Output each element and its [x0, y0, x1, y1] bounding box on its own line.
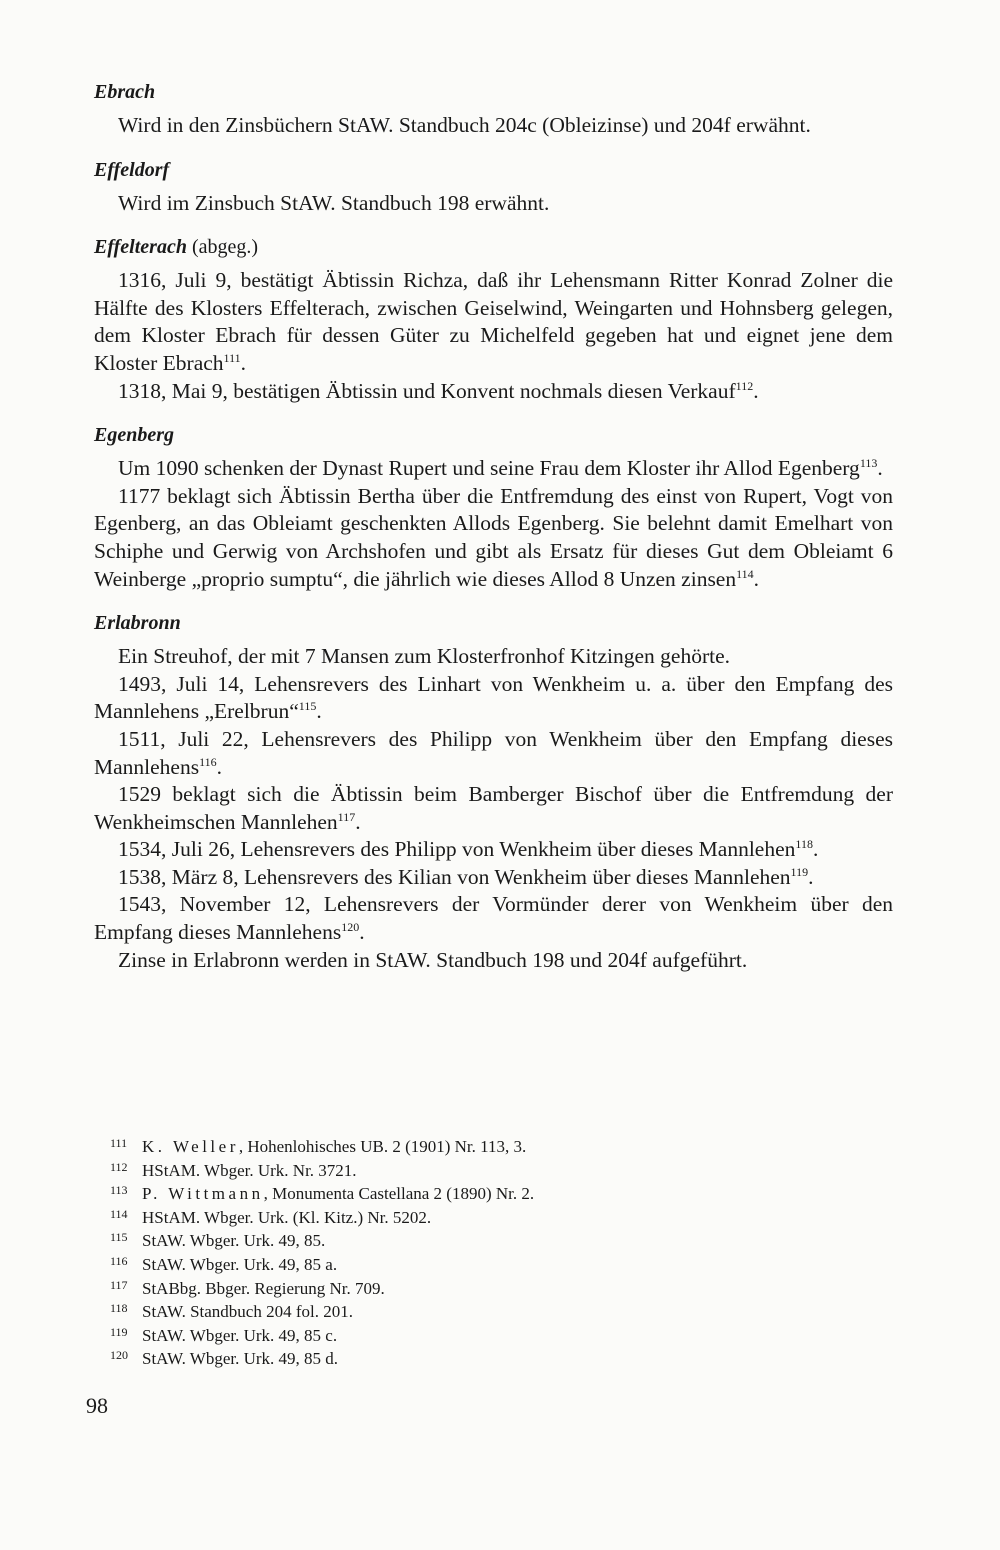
footnote-number: 120	[110, 1348, 128, 1363]
footnote-text: HStAM. Wbger. Urk. Nr. 3721.	[142, 1160, 357, 1180]
footnote-number: 113	[110, 1183, 128, 1198]
footnote-number: 118	[110, 1301, 128, 1316]
footnote-number: 117	[110, 1277, 128, 1292]
footnote-text: StAW. Wbger. Urk. 49, 85.	[142, 1231, 326, 1251]
footnote-ref: 115	[298, 699, 317, 714]
paragraph: 1538, März 8, Lehensrevers des Kilian von Wenkheim über dieses Mannlehen$^{119}$.	[118, 864, 814, 889]
section-heading: Effeldorf	[94, 158, 170, 181]
paragraph: 1534, Juli 26, Lehensrevers des Philipp von Wenkheim über dieses Mannlehen$^{118}$.	[118, 837, 819, 862]
section-effeldorf	[94, 154, 893, 218]
footnote-number: 119	[110, 1324, 128, 1339]
footnote-text: StAW. Wbger. Urk. 49, 85 a.	[142, 1254, 338, 1274]
heading-note: (abgeg.)	[191, 236, 259, 259]
footnote-text: , Monumenta Castellana 2 (1890) Nr. 2.	[263, 1184, 535, 1204]
footnote-text: HStAM. Wbger. Urk. (Kl. Kitz.) Nr. 5202.	[142, 1207, 432, 1227]
footnote-item	[110, 1160, 830, 1184]
paragraph: 1493, Juli 14, Lehensrevers des Linhart von Wenkheim u. a. über den Empfang des Mannlehens „Erelbrun“$^{115}$.	[94, 671, 893, 724]
footnote-author: P. Wittmann	[142, 1184, 264, 1204]
footnote-number: 115	[110, 1230, 128, 1245]
footnote-item	[110, 1254, 830, 1278]
footnote-item	[110, 1325, 830, 1349]
footnote-ref: 117	[337, 809, 356, 824]
footnote-text: StAW. Wbger. Urk. 49, 85 c.	[142, 1325, 338, 1345]
section-erlabronn	[94, 607, 893, 974]
paragraph: 1529 beklagt sich die Äbtissin beim Bamberger Bischof über die Entfremdung der Wenkheimschen Mannlehen$^{117}$.	[94, 782, 893, 834]
footnote-ref: 112	[735, 378, 754, 393]
footnote-item	[110, 1136, 830, 1160]
footnote-item	[110, 1207, 830, 1231]
section-ebrach	[94, 76, 893, 140]
section-heading: Egenberg	[94, 424, 174, 447]
footnote-ref: 116	[199, 754, 217, 769]
footnote-text: StAW. Wbger. Urk. 49, 85 d.	[142, 1349, 339, 1369]
footnote-number: 114	[110, 1206, 128, 1221]
paragraph: 1543, November 12, Lehensrevers der Vormünder derer von Wenkheim über den Empfang dieses Mannlehens$^{120}$.	[94, 892, 893, 945]
section-effelterach	[94, 231, 893, 405]
paragraph: Ein Streuhof, der mit 7 Mansen zum Klosterfronhof Kitzingen gehörte.	[118, 644, 731, 669]
footnote-author: K. Weller	[142, 1137, 239, 1156]
section-heading: Ebrach	[94, 81, 156, 103]
page-body	[94, 76, 893, 988]
footnote-ref: 114	[736, 566, 754, 581]
section-egenberg	[94, 419, 893, 593]
section-heading: Erlabronn	[94, 612, 181, 635]
footnote-item	[110, 1183, 830, 1207]
footnote-ref: 113	[859, 456, 878, 471]
footnote-text: StABbg. Bbger. Regierung Nr. 709.	[142, 1278, 385, 1298]
paragraph: Wird im Zinsbuch StAW. Standbuch 198 erwähnt.	[118, 190, 550, 215]
paragraph: 1318, Mai 9, bestätigen Äbtissin und Konvent nochmals diesen Verkauf$^{112}$.	[118, 378, 759, 403]
footnotes	[110, 1136, 830, 1372]
paragraph: 1177 beklagt sich Äbtissin Bertha über die Entfremdung des einst von Rupert, Vogt von Egenberg, an das Obleiamt geschenkten Allods Egenberg. Sie belehnt damit Emelhart von Schiphe und Gerwig von Archshofen und gibt als Ersatz für dieses Gut dem Obleiamt 6 Weinberge „proprio sumptu“, die jährlich wie dieses Allod 8 Unzen zinsen$^{114}$.	[94, 483, 893, 591]
footnote-text: StAW. Standbuch 204 fol. 201.	[142, 1302, 353, 1322]
footnote-number: 116	[110, 1253, 128, 1268]
paragraph: Wird in den Zinsbüchern StAW. Standbuch 204c (Obleizinse) und 204f erwähnt.	[118, 113, 811, 137]
paragraph: Um 1090 schenken der Dynast Rupert und seine Frau dem Kloster ihr Allod Egenberg$^{113}$.	[118, 456, 883, 481]
footnote-number: 111	[110, 1136, 128, 1150]
section-heading: Effelterach (abgeg.)	[94, 236, 259, 259]
footnote-number: 112	[110, 1159, 128, 1174]
footnote-item	[110, 1348, 830, 1372]
footnote-ref: 118	[795, 837, 813, 852]
footnote-ref: 119	[790, 864, 809, 879]
paragraph: 1316, Juli 9, bestätigt Äbtissin Richza, daß ihr Lehensmann Ritter Konrad Zolner die Hälfte des Klosters Effelterach, zwischen Geiselwind, Weingarten und Hohnsberg gelegen, dem Kloster Ebrach für dessen Güter zu Michelfeld gegeben hat und eignet jene dem Kloster Ebrach$^{111}$.	[94, 268, 893, 375]
paragraph: 1511, Juli 22, Lehensrevers des Philipp von Wenkheim über den Empfang dieses Mannlehens$^{116}$.	[94, 726, 893, 779]
page-number: 98	[86, 1393, 108, 1418]
footnote-item	[110, 1230, 830, 1254]
footnote-item	[110, 1301, 830, 1325]
footnote-ref: 120	[341, 920, 360, 935]
footnote-text: , Hohenlohisches UB. 2 (1901) Nr. 113, 3.	[238, 1137, 527, 1156]
paragraph: Zinse in Erlabronn werden in StAW. Standbuch 198 und 204f aufgeführt.	[118, 947, 748, 972]
footnote-ref: 111	[223, 350, 241, 365]
footnote-item	[110, 1278, 830, 1302]
